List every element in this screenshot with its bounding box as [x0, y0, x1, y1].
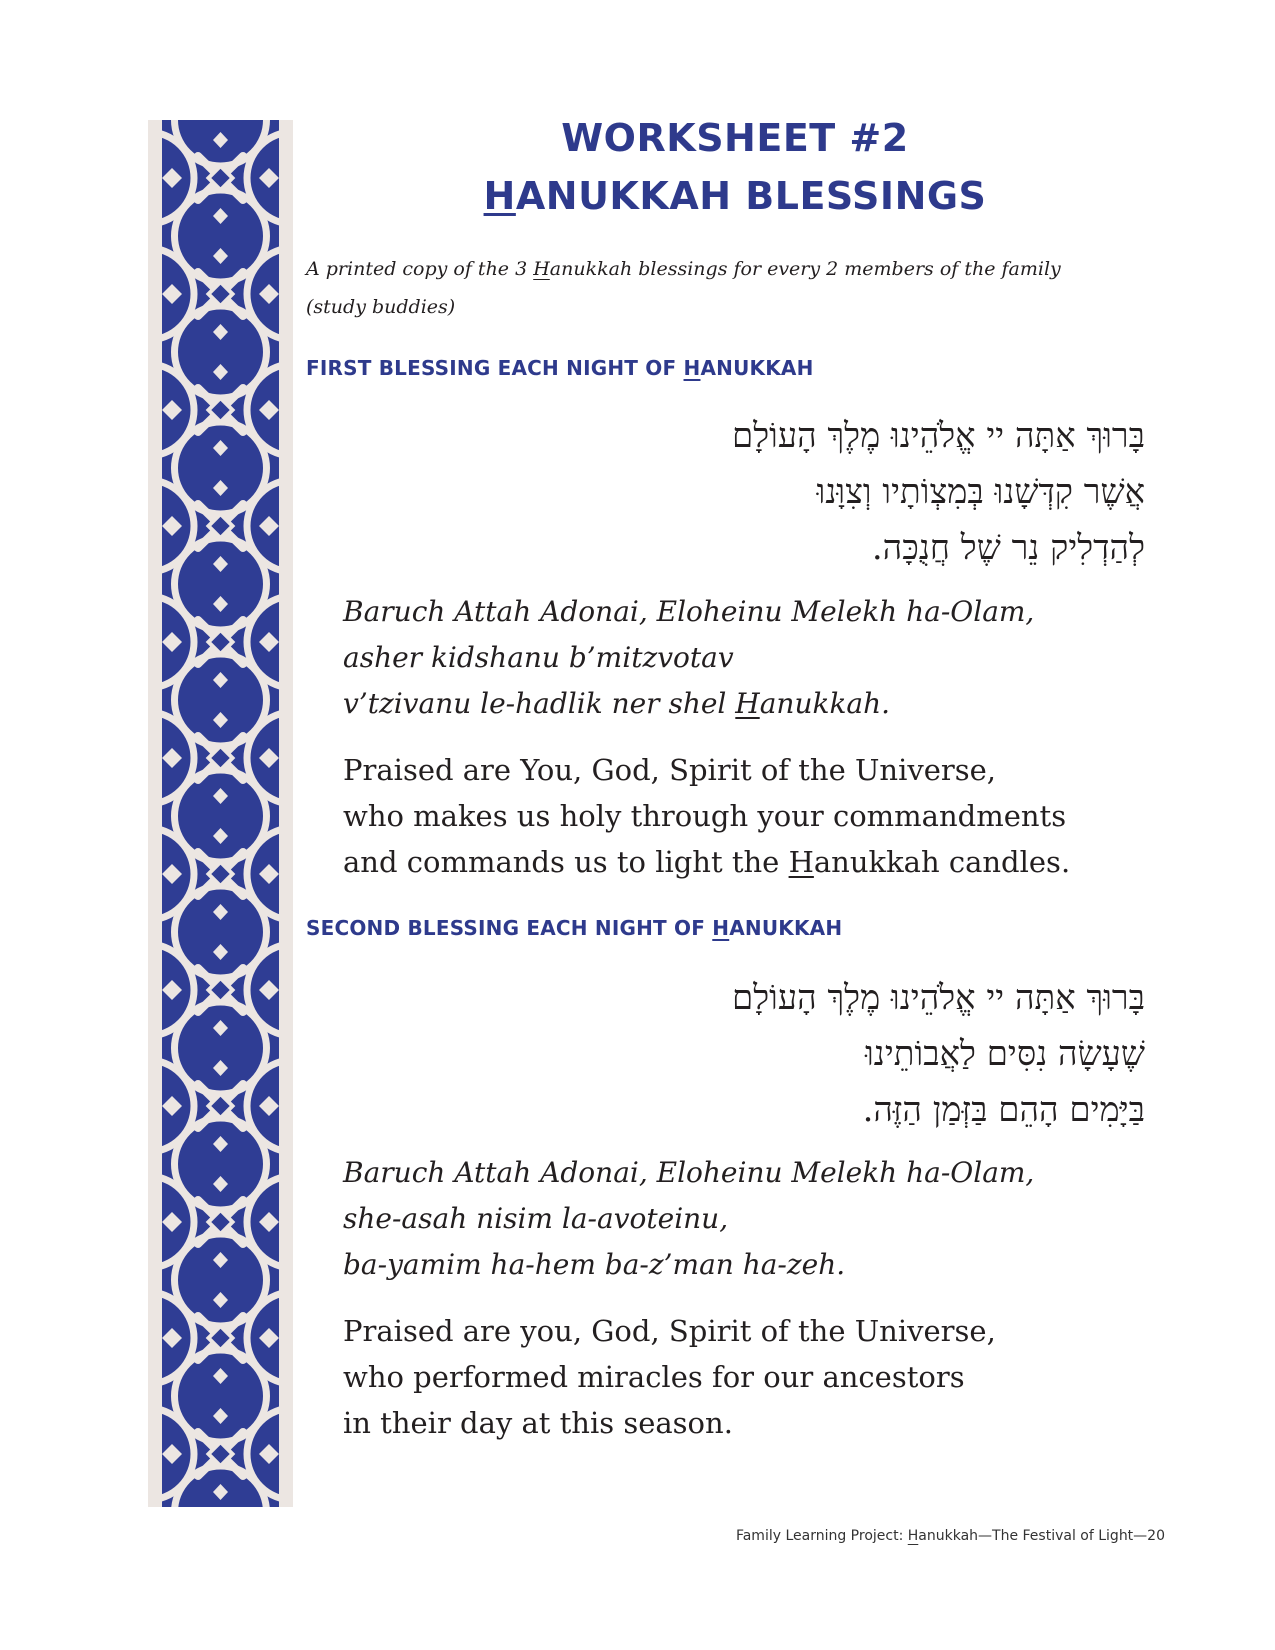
heading-before: FIRST BLESSING EACH NIGHT OF: [306, 356, 684, 380]
heading-underlined-letter: H: [712, 916, 730, 940]
second-blessing-translation: [343, 1308, 1163, 1446]
transliteration-line: [343, 681, 1143, 727]
heading-after: ANUKKAH: [729, 916, 843, 940]
translation-before: and commands us to light the: [343, 845, 789, 879]
translation-after: anukkah candles.: [813, 845, 1071, 879]
translation-line: [343, 839, 1163, 885]
intro-after: anukkah blessings for every 2 members of the family (study buddies): [306, 258, 1061, 318]
hebrew-line: בַּיָּמִים הָהֵם בַּזְּמַן הַזֶּה.: [862, 1090, 1145, 1130]
transliteration-line: she-asah nisim la-avoteinu,: [343, 1202, 729, 1235]
heading-before: SECOND BLESSING EACH NIGHT OF: [306, 916, 713, 940]
intro-text: [306, 250, 1126, 326]
transliteration-line: Baruch Attah Adonai, Eloheinu Melekh ha-Olam,: [343, 595, 1035, 628]
footer-after: anukkah—The Festival of Light—20: [918, 1528, 1165, 1544]
hebrew-line: בָּרוּךְ אַתָּה יי אֱלֹהֵינוּ מֶלֶךְ הָעוֹלָם: [732, 978, 1145, 1018]
worksheet-subtitle: [300, 174, 1170, 218]
second-blessing-hebrew: [345, 970, 1145, 1138]
translation-line: Praised are you, God, Spirit of the Universe,: [343, 1314, 996, 1348]
second-blessing-heading: [306, 916, 842, 940]
transliteration-line: ba-yamim ha-hem ba-z’man ha-zeh.: [343, 1248, 846, 1281]
footer-before: Family Learning Project:: [735, 1528, 908, 1544]
worksheet-title: WORKSHEET #2: [561, 116, 909, 160]
second-blessing-transliteration: [343, 1150, 1143, 1288]
subtitle-rest: ANUKKAH BLESSINGS: [515, 174, 987, 218]
transliteration-line: Baruch Attah Adonai, Eloheinu Melekh ha-Olam,: [343, 1156, 1035, 1189]
intro-before: A printed copy of the 3: [306, 258, 534, 280]
hebrew-line: בָּרוּךְ אַתָּה יי אֱלֹהֵינוּ מֶלֶךְ הָעוֹלָם: [732, 416, 1145, 456]
page-footer: [736, 1528, 1165, 1544]
transliteration-line: asher kidshanu b’mitzvotav: [343, 641, 734, 674]
decorative-border-pattern: [148, 120, 293, 1507]
hebrew-line: שֶׁעָשָׂה נִסִּים לַאֲבוֹתֵינוּ: [865, 1034, 1145, 1074]
translit-underlined-letter: H: [735, 687, 760, 720]
footer-underlined-letter: H: [907, 1528, 919, 1544]
first-blessing-translation: [343, 747, 1163, 885]
intro-underlined-letter: H: [533, 258, 550, 280]
hebrew-line: אֲשֶׁר קִדְּשָׁנוּ בְּמִצְוֹתָיו וְצִוָּנוּ: [816, 472, 1145, 512]
first-blessing-heading: [306, 356, 814, 380]
heading-underlined-letter: H: [683, 356, 701, 380]
first-blessing-transliteration: [343, 589, 1143, 727]
translation-line: in their day at this season.: [343, 1406, 733, 1440]
hebrew-line: לְהַדְלִיק נֵר שֶׁל חֲנֻכָּה.: [871, 528, 1145, 568]
heading-after: ANUKKAH: [700, 356, 814, 380]
translit-after: anukkah.: [759, 687, 891, 720]
translation-line: Praised are You, God, Spirit of the Universe,: [343, 753, 997, 787]
first-blessing-hebrew: [345, 408, 1145, 576]
underlined-letter: H: [483, 174, 516, 218]
translation-line: who performed miracles for our ancestors: [343, 1360, 965, 1394]
translation-line: who makes us holy through your commandments: [343, 799, 1067, 833]
translit-before: v’tzivanu le-hadlik ner shel: [343, 687, 736, 720]
translation-underlined-letter: H: [788, 845, 814, 879]
